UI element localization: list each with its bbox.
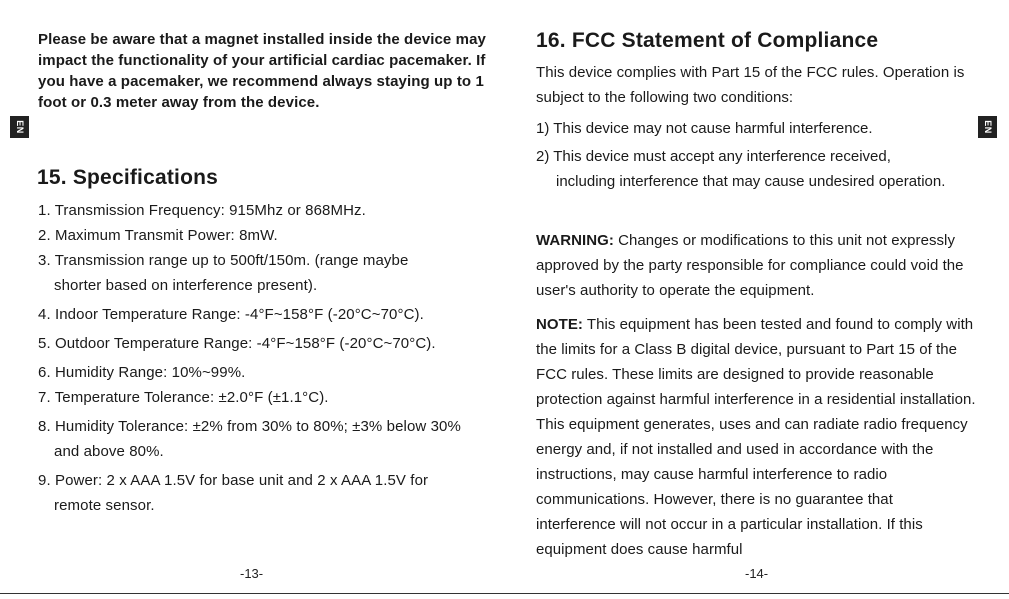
page-number: -14- [745, 566, 769, 581]
warning-label: WARNING: [536, 232, 614, 249]
fcc-note [536, 312, 976, 562]
spec-item: 5. Outdoor Temperature Range: -4°F~158°F (-20°C~70°C). [38, 335, 436, 352]
spec-item: 9. Power: 2 x AAA 1.5V for base unit and 2 x AAA 1.5V for remote sensor. [38, 472, 429, 514]
spec-item: 6. Humidity Range: 10%~99%. [38, 364, 246, 381]
spec-item: 8. Humidity Tolerance: ±2% from 30% to 80%; ±3% below 30% and above 80%. [38, 418, 461, 460]
spec-item: 1. Transmission Frequency: 915Mhz or 868MHz. [38, 202, 366, 219]
fcc-intro: This device complies with Part 15 of the FCC rules. Operation is subject to the following two conditions: [536, 64, 965, 106]
note-text: This equipment has been tested and found to comply with the limits for a Class B digital device, pursuant to Part 15 of the FCC rules. These limits are designed to provide reasonable protection against harmful interference in a residential installation. This equipment generates, uses and can radiate radio frequency energy and, if not installed and used in accordance with the instructions, may cause harmful interference to radio communications. However, there is no guarantee that interference will not occur in a particular installation. If this equipment does cause harmful [536, 316, 976, 558]
spec-item: 2. Maximum Transmit Power: 8mW. [38, 227, 278, 244]
fcc-heading: 16. FCC Statement of Compliance [536, 29, 879, 52]
pacemaker-warning: Please be aware that a magnet installed inside the device may impact the functionality of your artificial cardiac pacemaker. If you have a pacemaker, we recommend always staying up to 1 foot or 0.3 meter away from the device. [38, 31, 486, 111]
spec-item: 4. Indoor Temperature Range: -4°F~158°F (-20°C~70°C). [38, 306, 424, 323]
spec-item: 7. Temperature Tolerance: ±2.0°F (±1.1°C). [38, 389, 329, 406]
page-13 [0, 0, 504, 599]
fcc-warning [536, 228, 976, 303]
warning-text: Changes or modifications to this unit not expressly approved by the party responsible for compliance could void the user's authority to operate the equipment. [536, 232, 964, 299]
language-tab-en: EN [978, 116, 997, 138]
conditions-list [536, 116, 956, 197]
condition-item: 1) This device may not cause harmful interference. [536, 120, 873, 137]
specifications-list [38, 198, 488, 518]
note-label: NOTE: [536, 316, 583, 333]
condition-item: 2) This device must accept any interference received, including interference that may cause undesired operation. [536, 148, 946, 190]
language-tab-en: EN [10, 116, 29, 138]
specifications-heading: 15. Specifications [37, 166, 219, 189]
page-14 [504, 0, 1009, 599]
spec-item: 3. Transmission range up to 500ft/150m. (range maybe shorter based on interference present). [38, 252, 409, 294]
page-number: -13- [240, 566, 264, 581]
bottom-rule [0, 593, 1009, 594]
